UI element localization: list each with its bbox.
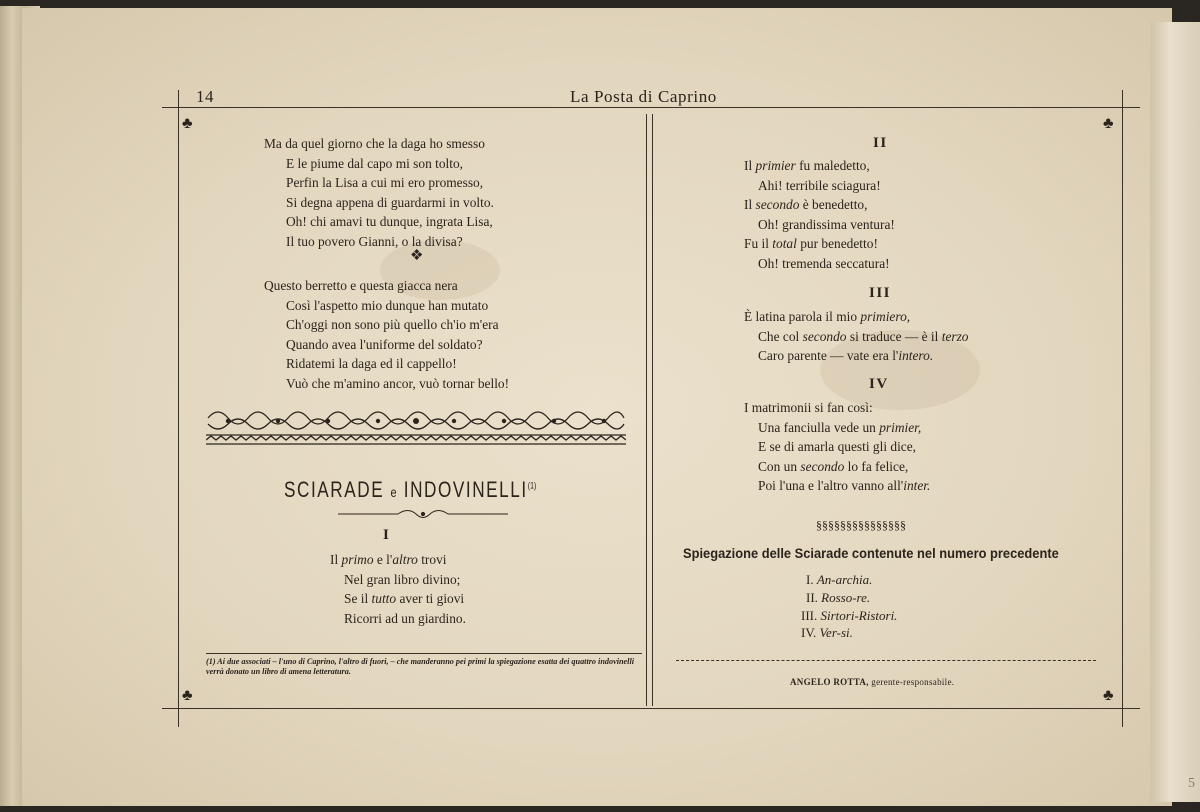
top-rule [162, 107, 1140, 108]
riddle-number: I [383, 527, 391, 543]
verse-line: Nel gran libro divino; [344, 571, 461, 587]
stanza-separator-icon: ❖ [410, 248, 424, 264]
riddle-number: III [869, 285, 892, 301]
verse-line: Oh! chi amavi tu dunque, ingrata Lisa, [286, 214, 493, 230]
explanation-title: Spiegazione delle Sciarade contenute nel numero precedente [683, 545, 1059, 561]
verse-line: Perfin la Lisa a cui mi ero promesso, [286, 175, 484, 191]
verse-line: Se il tutto aver ti giovi [344, 591, 465, 607]
section-title [284, 477, 536, 503]
verse-line: Una fanciulla vede un primier, [758, 419, 922, 435]
riddle-number: IV [869, 376, 889, 392]
verse-line: Il tuo povero Gianni, o la divisa? [286, 233, 463, 249]
riddle-2 [744, 156, 895, 274]
header-tick-left [178, 90, 179, 108]
verse-line: Fu il total pur benedetto! [744, 236, 878, 252]
decorative-frieze [206, 404, 626, 446]
verse-line: E le piume dal capo mi son tolto, [286, 155, 464, 171]
verse-line: Ahi! terribile sciagura! [758, 177, 881, 193]
verse-line: Così l'aspetto mio dunque han mutato [286, 297, 489, 313]
verse-line: Il primier fu maledetto, [744, 158, 870, 173]
answer-item: III. Sirtori-Ristori. [801, 607, 898, 623]
corner-ornament-icon: ♣ [182, 115, 193, 132]
verse-line: Ch'oggi non sono più quello ch'io m'era [286, 317, 499, 333]
section-divider: §§§§§§§§§§§§§§§ [816, 518, 906, 532]
page-curl-edge [1150, 22, 1200, 802]
poem-stanza-2 [264, 276, 509, 394]
verse-line: Il primo e l'altro trovi [330, 552, 447, 567]
answer-item: I. An-archia. [806, 572, 873, 587]
verse-line: Quando avea l'uniforme del soldato? [286, 336, 483, 352]
riddle-1 [330, 550, 466, 628]
corner-ornament-icon: ♣ [1103, 115, 1114, 132]
verse-line: Oh! grandissima ventura! [758, 216, 895, 232]
header-tick-right [1122, 90, 1123, 108]
title-flourish [338, 507, 508, 521]
bottom-tick-right [1122, 709, 1123, 727]
dashed-rule [676, 660, 1096, 661]
answers-list [801, 571, 898, 642]
verse-line: Ricorri ad un giardino. [344, 610, 466, 626]
edge-mark: 5 [1188, 776, 1195, 791]
section-title-part: e [390, 484, 398, 500]
column-rule-a [646, 114, 647, 706]
verse-line: Che col secondo si traduce — è il terzo [758, 328, 969, 344]
poem-stanza-1 [264, 134, 494, 252]
left-frame-rule [178, 108, 179, 708]
riddle-number: II [873, 135, 888, 151]
verse-line: Il secondo è benedetto, [744, 197, 868, 213]
verse-line: Questo berretto e questa giacca nera [264, 278, 458, 293]
page-number: 14 [196, 87, 214, 106]
bottom-rule [162, 708, 1140, 709]
verse-line: I matrimonii si fan così: [744, 400, 873, 415]
verse-line: Ridatemi la daga ed il cappello! [286, 356, 457, 372]
footnote: (1) Ai due associati – l'uno di Caprino, l'altro di fuori, – che manderanno pei primi la spiegazione esatta dei quattro indovinelli verrà donato un libro di amena letteratura. [206, 657, 634, 676]
verse-line: Oh! tremenda seccatura! [758, 255, 890, 271]
verse-line: Ma da quel giorno che la daga ho smesso [264, 136, 485, 151]
running-title: La Posta di Caprino [570, 87, 717, 106]
verse-line: Con un secondo lo fa felice, [758, 458, 909, 474]
verse-line: Poi l'una e l'altro vanno all'inter. [758, 478, 931, 494]
verse-line: È latina parola il mio primiero, [744, 309, 911, 324]
column-rule-b [652, 114, 653, 706]
section-title-part: SCIARADE [284, 477, 385, 502]
corner-ornament-icon: ♣ [1103, 687, 1114, 704]
bottom-tick-left [178, 709, 179, 727]
riddle-4 [744, 398, 930, 496]
signature: ANGELO ROTTA, gerente-responsabile. [790, 677, 955, 687]
riddle-3 [744, 307, 969, 366]
corner-ornament-icon: ♣ [182, 687, 193, 704]
right-frame-rule [1122, 108, 1123, 708]
footnote-marker: (1) [527, 480, 537, 491]
verse-line: Caro parente — vate era l'intero. [758, 348, 934, 364]
verse-line: Si degna appena di guardarmi in volto. [286, 194, 494, 210]
section-title-part: INDOVINELLI [403, 477, 528, 502]
verse-line: Vuò che m'amino ancor, vuò tornar bello! [286, 375, 510, 391]
footnote-rule [206, 653, 642, 654]
answer-item: IV. Ver-si. [801, 625, 853, 641]
answer-item: II. Rosso-re. [806, 589, 871, 605]
verse-line: E se di amarla questi gli dice, [758, 439, 917, 455]
